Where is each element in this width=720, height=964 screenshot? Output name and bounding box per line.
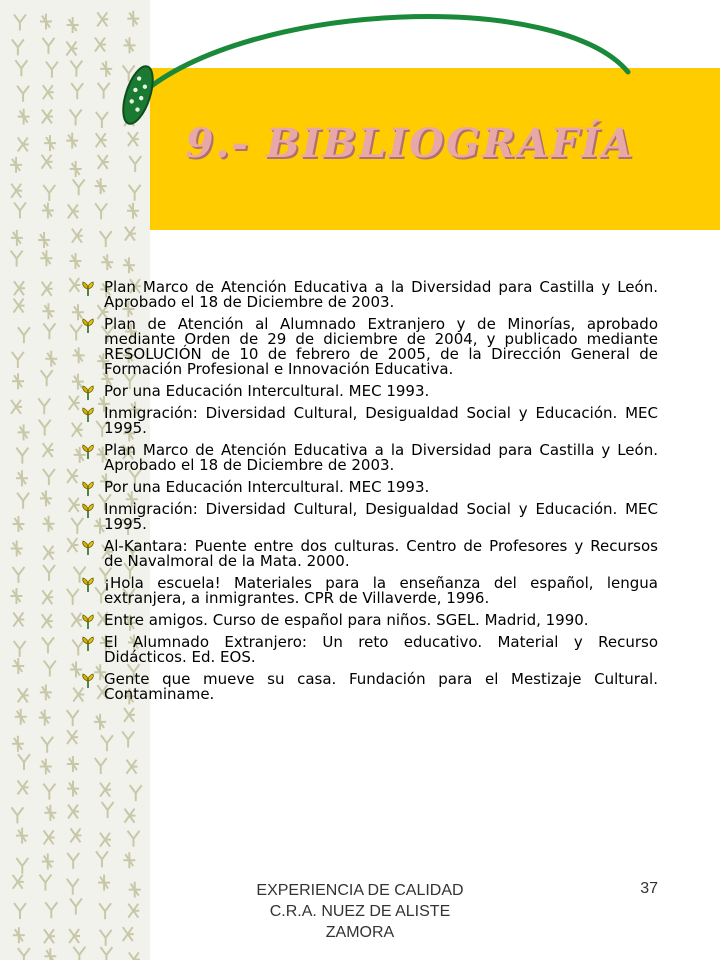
pattern-glyph xyxy=(43,185,55,201)
pattern-glyph xyxy=(94,714,106,730)
pattern-glyph xyxy=(128,132,139,146)
pattern-glyph xyxy=(43,85,54,99)
pattern-glyph xyxy=(18,754,30,770)
pattern-glyph xyxy=(14,202,26,218)
pattern-glyph xyxy=(70,161,82,177)
pattern-glyph xyxy=(67,538,78,552)
footer-line-2: C.R.A. NUEZ DE ALISTE xyxy=(269,903,451,920)
pattern-glyph xyxy=(124,37,136,53)
pattern-glyph xyxy=(129,156,141,172)
pattern-glyph xyxy=(44,830,55,844)
pattern-glyph xyxy=(43,784,55,800)
pattern-glyph xyxy=(40,684,52,700)
pattern-glyph xyxy=(44,661,56,677)
pattern-glyph xyxy=(95,758,107,774)
pattern-glyph xyxy=(44,948,56,960)
pattern-glyph xyxy=(38,232,50,248)
pattern-glyph xyxy=(14,299,25,313)
sprout-bullet-icon xyxy=(80,673,96,689)
bibliography-item xyxy=(80,576,658,606)
pattern-glyph xyxy=(125,227,136,241)
pattern-glyph xyxy=(40,250,52,266)
pattern-glyph xyxy=(38,398,50,414)
pattern-glyph xyxy=(123,257,135,273)
pattern-glyph xyxy=(130,785,142,801)
pattern-glyph xyxy=(11,807,23,823)
pattern-glyph xyxy=(46,62,58,78)
pattern-glyph xyxy=(12,352,24,368)
pattern-glyph xyxy=(42,303,54,319)
pattern-glyph xyxy=(18,424,30,440)
pattern-glyph xyxy=(16,828,28,844)
pattern-glyph xyxy=(18,109,30,125)
pattern-glyph xyxy=(128,904,139,918)
pattern-glyph xyxy=(18,688,29,702)
pattern-glyph xyxy=(12,736,24,752)
bibliography-item xyxy=(80,384,658,399)
pattern-glyph xyxy=(97,12,108,26)
pattern-glyph xyxy=(14,14,26,30)
slide-title: 9.- BIBLIOGRAFÍA xyxy=(185,120,635,167)
page-number: 37 xyxy=(640,880,658,897)
pattern-glyph xyxy=(42,854,54,870)
pattern-glyph xyxy=(102,802,114,818)
pattern-glyph xyxy=(44,135,56,151)
pattern-glyph xyxy=(96,112,108,128)
pattern-glyph xyxy=(13,927,25,943)
bibliography-item xyxy=(80,280,658,310)
pattern-glyph xyxy=(70,61,82,77)
sprout-bullet-icon xyxy=(80,614,96,630)
pattern-glyph xyxy=(73,947,85,960)
bibliography-item xyxy=(80,539,658,569)
bibliography-entry: Al-Kantara: Puente entre dos culturas. Centro de Profesores y Recursos de Navalmoral de la Mata. 2000. xyxy=(104,537,658,570)
pattern-glyph xyxy=(14,641,26,657)
pattern-glyph xyxy=(42,38,54,54)
bibliography-item xyxy=(80,480,658,495)
pattern-glyph xyxy=(98,155,109,169)
pattern-glyph xyxy=(69,498,80,512)
footer-text xyxy=(232,880,488,943)
pattern-glyph xyxy=(11,540,23,556)
pattern-glyph xyxy=(14,281,25,295)
bibliography-item xyxy=(80,406,658,436)
pattern-glyph xyxy=(68,204,79,218)
pattern-glyph xyxy=(42,155,53,169)
pattern-glyph xyxy=(127,11,139,27)
pattern-glyph xyxy=(43,469,55,485)
sprout-bullet-icon xyxy=(80,577,96,593)
pattern-glyph xyxy=(66,42,77,56)
bibliography-item xyxy=(80,317,658,377)
pattern-glyph xyxy=(100,947,112,960)
sprout-bullet-icon xyxy=(80,318,96,334)
bibliography-entry: Por una Educación Intercultural. MEC 1993. xyxy=(104,382,430,400)
pattern-glyph xyxy=(67,469,78,483)
pattern-glyph xyxy=(18,327,30,343)
pattern-glyph xyxy=(12,39,24,55)
pattern-glyph xyxy=(100,231,112,247)
pattern-glyph xyxy=(43,546,54,560)
bibliography-entry: Entre amigos. Curso de español para niños. SGEL. Madrid, 1990. xyxy=(104,611,589,629)
pattern-glyph xyxy=(124,112,135,126)
bibliography-entry: ¡Hola escuela! Materiales para la enseñanza del español, lengua extranjera, a inmigrantes. CPR de Villaverde, 1996. xyxy=(104,574,658,607)
pattern-glyph xyxy=(11,400,22,414)
pattern-glyph xyxy=(67,17,79,33)
bibliography-list xyxy=(80,280,658,709)
footer-line-3: ZAMORA xyxy=(325,924,395,941)
pattern-glyph xyxy=(16,858,28,874)
pattern-glyph xyxy=(67,710,79,726)
pattern-glyph xyxy=(45,902,57,918)
sprout-bullet-icon xyxy=(80,503,96,519)
bibliography-entry: Inmigración: Diversidad Cultural, Desigualdad Social y Educación. MEC 1995. xyxy=(104,404,658,437)
bibliography-item xyxy=(80,613,658,628)
sprout-bullet-icon xyxy=(80,540,96,556)
bibliography-entry: Plan de Atención al Alumnado Extranjero y de Minorías, aprobado mediante Orden de 29 de diciembre de 2004, y publicado mediante RESOLUCIÓN de 10 de febrero de 2005, de la Dirección General de Formación Profesional e Innovación Educativa. xyxy=(104,315,658,378)
pattern-glyph xyxy=(67,756,79,772)
pattern-glyph xyxy=(122,731,134,747)
pattern-glyph xyxy=(95,203,107,219)
pattern-glyph xyxy=(127,831,139,847)
bibliography-item xyxy=(80,672,658,702)
pattern-glyph xyxy=(17,86,29,102)
pattern-glyph xyxy=(66,133,78,149)
pattern-glyph xyxy=(71,83,83,99)
pattern-glyph xyxy=(42,614,53,628)
pattern-glyph xyxy=(12,658,24,674)
pattern-glyph xyxy=(42,282,53,296)
pattern-glyph xyxy=(39,710,51,726)
pattern-glyph xyxy=(40,759,52,775)
pattern-glyph xyxy=(125,87,137,103)
pattern-glyph xyxy=(18,780,29,794)
pattern-glyph xyxy=(95,38,106,52)
pattern-glyph xyxy=(69,396,80,410)
bibliography-entry: Inmigración: Diversidad Cultural, Desigualdad Social y Educación. MEC 1995. xyxy=(104,500,658,533)
pattern-glyph xyxy=(16,448,28,464)
pattern-glyph xyxy=(10,588,22,604)
pattern-glyph xyxy=(67,853,79,869)
pattern-glyph xyxy=(69,929,80,943)
pattern-glyph xyxy=(129,185,141,201)
pattern-glyph xyxy=(43,443,54,457)
pattern-glyph xyxy=(13,612,24,626)
pattern-glyph xyxy=(124,708,135,722)
pattern-glyph xyxy=(99,903,111,919)
pattern-glyph xyxy=(68,804,79,818)
pattern-glyph xyxy=(100,930,112,946)
pattern-glyph xyxy=(129,952,140,960)
pattern-glyph xyxy=(70,899,82,915)
pattern-glyph xyxy=(42,590,53,604)
pattern-glyph xyxy=(42,203,54,219)
sprout-bullet-icon xyxy=(80,636,96,652)
bibliography-item xyxy=(80,502,658,532)
pattern-glyph xyxy=(96,851,108,867)
pattern-glyph xyxy=(98,875,110,891)
pattern-glyph xyxy=(101,735,113,751)
sprout-bullet-icon xyxy=(80,407,96,423)
pattern-glyph xyxy=(11,230,23,246)
bibliography-entry: Gente que mueve su casa. Fundación para el Mestizaje Cultural. Contaminame. xyxy=(104,670,658,703)
pattern-glyph xyxy=(67,781,79,797)
pattern-glyph xyxy=(14,903,26,919)
pattern-glyph xyxy=(43,565,55,581)
pattern-glyph xyxy=(67,589,79,605)
pattern-glyph xyxy=(100,61,112,77)
pattern-glyph xyxy=(12,373,24,389)
sprout-bullet-icon xyxy=(80,481,96,497)
bibliography-entry: Plan Marco de Atención Educativa a la Diversidad para Castilla y León. Aprobado el 18 de Diciembre de 2003. xyxy=(104,441,658,474)
bibliography-entry: El Alumnado Extranjero: Un reto educativo. Material y Recurso Didácticos. Ed. EOS. xyxy=(104,633,658,666)
pattern-glyph xyxy=(11,184,22,198)
pattern-glyph xyxy=(12,516,24,532)
pattern-glyph xyxy=(101,254,113,270)
pattern-glyph xyxy=(127,203,139,219)
pattern-glyph xyxy=(40,490,52,506)
pattern-glyph xyxy=(40,14,52,30)
pattern-glyph xyxy=(15,60,27,76)
sprout-bullet-icon xyxy=(80,385,96,401)
pattern-glyph xyxy=(100,783,111,797)
sprout-bullet-icon xyxy=(80,444,96,460)
pattern-glyph xyxy=(67,730,78,744)
pattern-glyph xyxy=(123,927,134,941)
pattern-glyph xyxy=(43,516,55,532)
pattern-glyph xyxy=(95,178,107,194)
pattern-glyph xyxy=(10,157,22,173)
pattern-glyph xyxy=(100,833,111,847)
pattern-glyph xyxy=(67,879,79,895)
pattern-glyph xyxy=(16,470,28,486)
pattern-glyph xyxy=(12,567,24,583)
pattern-glyph xyxy=(44,805,56,821)
pattern-glyph xyxy=(45,351,57,367)
pattern-glyph xyxy=(72,229,83,243)
pattern-glyph xyxy=(42,637,54,653)
pattern-glyph xyxy=(70,253,82,269)
pattern-glyph xyxy=(129,882,141,898)
pattern-glyph xyxy=(17,493,29,509)
pattern-glyph xyxy=(96,133,107,147)
pattern-glyph xyxy=(127,760,138,774)
bibliography-item xyxy=(80,635,658,665)
pattern-glyph xyxy=(123,852,135,868)
pattern-glyph xyxy=(125,809,136,823)
bibliography-entry: Por una Educación Intercultural. MEC 1993. xyxy=(104,478,430,496)
pattern-glyph xyxy=(69,278,80,292)
pattern-glyph xyxy=(41,370,53,386)
pattern-glyph xyxy=(98,83,110,99)
pattern-glyph xyxy=(18,948,30,960)
pattern-glyph xyxy=(15,709,27,725)
pattern-glyph xyxy=(70,110,82,126)
sprout-bullet-icon xyxy=(80,281,96,297)
pattern-glyph xyxy=(123,65,135,81)
pattern-glyph xyxy=(73,179,85,195)
pattern-glyph xyxy=(41,737,53,753)
pattern-glyph xyxy=(39,875,51,891)
pattern-glyph xyxy=(42,110,53,124)
pattern-glyph xyxy=(44,929,55,943)
footer-line-1: EXPERIENCIA DE CALIDAD xyxy=(256,882,464,899)
pattern-glyph xyxy=(43,323,55,339)
pattern-glyph xyxy=(11,251,23,267)
pattern-glyph xyxy=(18,137,29,151)
bibliography-item xyxy=(80,443,658,473)
pattern-glyph xyxy=(70,828,81,842)
pattern-glyph xyxy=(13,875,24,889)
bibliography-entry: Plan Marco de Atención Educativa a la Diversidad para Castilla y León. Aprobado el 18 de Diciembre de 2003. xyxy=(104,278,658,311)
pattern-glyph xyxy=(39,420,51,436)
